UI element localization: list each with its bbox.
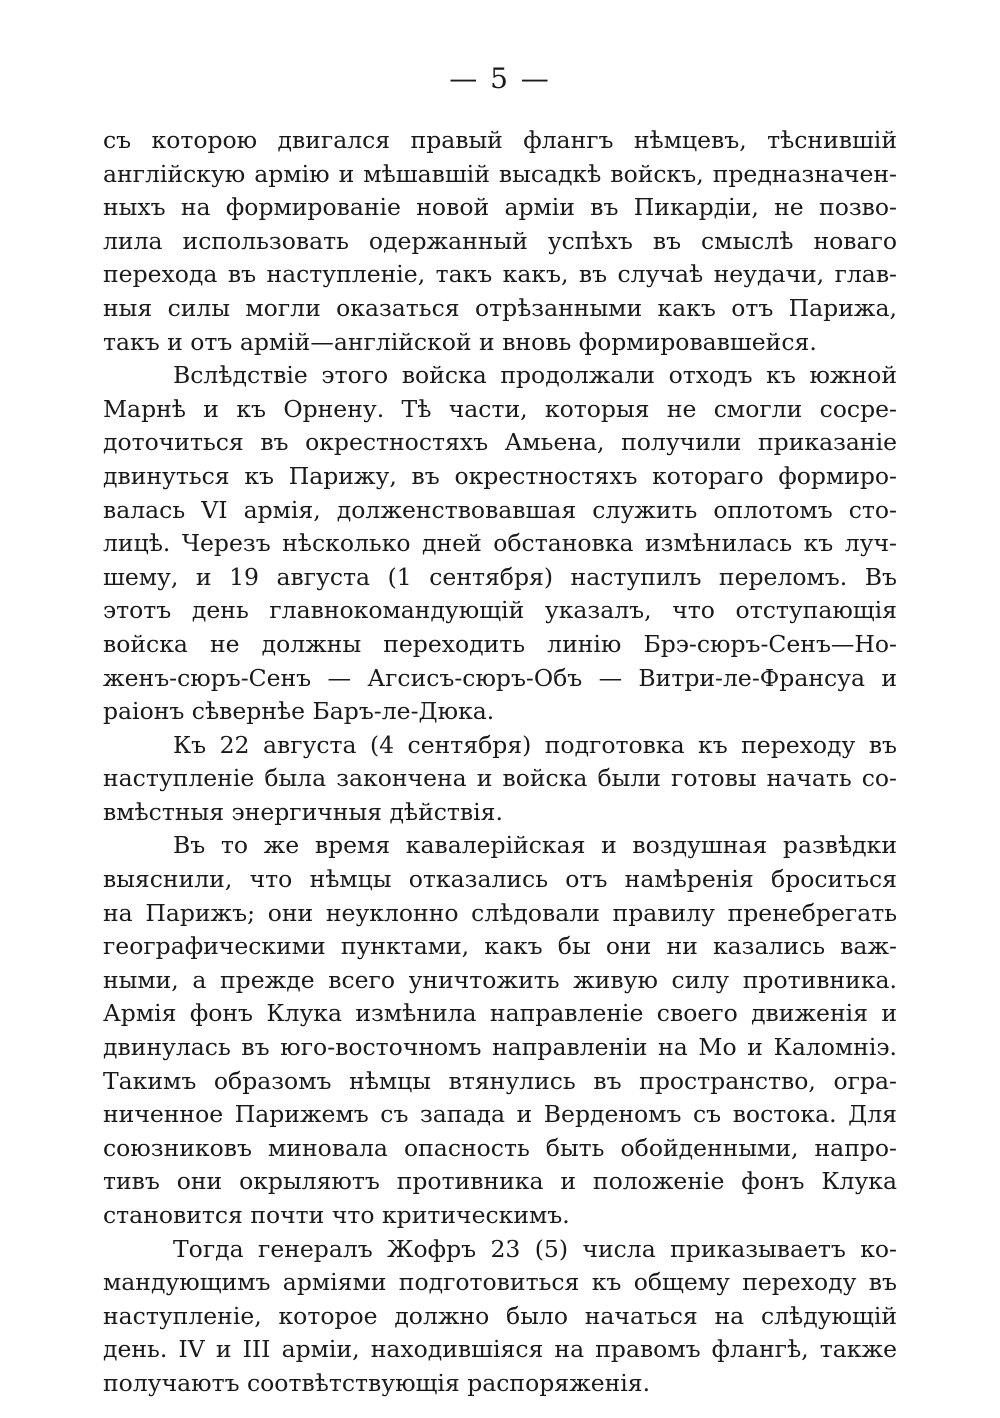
text-line: тивъ они окрыляютъ противника и положеніе фонъ Клука: [103, 1167, 897, 1196]
text-line: мандующимъ арміями подготовиться къ общему переходу въ: [103, 1268, 897, 1297]
text-line: на Парижъ; они неуклонно слѣдовали правилу пренебрегать: [103, 898, 897, 927]
text-line: англійскую армію и мѣшавшій высадкѣ войскъ, предназначен-: [103, 159, 897, 188]
text-line: валась VI армія, долженствовавшая служить оплотомъ сто-: [103, 495, 897, 524]
paragraph: [103, 359, 897, 729]
paragraph: [103, 729, 897, 830]
text-line: раіонъ сѣвернѣе Баръ-ле-Дюка.: [103, 697, 495, 726]
text-line: съ которою двигался правый флангъ нѣмцевъ, тѣснившій: [103, 126, 897, 154]
text-line: Вслѣдствіе этого войска продолжали отходъ къ южной: [173, 361, 897, 390]
page-number: — 5 —: [449, 62, 551, 95]
text-line: такъ и отъ армій—англійской и вновь формировавшейся.: [103, 327, 817, 356]
text-line: вмѣстныя энергичныя дѣйствія.: [103, 797, 503, 826]
text-line: становится почти что критическимъ.: [103, 1201, 570, 1229]
text-line: Армія фонъ Клука измѣнила направленіе своего движенія и: [103, 999, 897, 1028]
text-line: лицѣ. Черезъ нѣсколько дней обстановка измѣнилась къ луч-: [103, 529, 897, 558]
text-line: Къ 22 августа (4 сентября) подготовка къ переходу въ: [173, 730, 897, 759]
text-line: перехода въ наступленіе, такъ какъ, въ случаѣ неудачи, глав-: [103, 260, 897, 289]
text-line: Тогда генералъ Жофръ 23 (5) числа приказываетъ ко-: [173, 1234, 897, 1263]
text-line: войска не должны переходить линію Брэ-сюръ-Сенъ—Но-: [103, 629, 897, 658]
text-line: этотъ день главнокомандующій указалъ, что отступающія: [103, 596, 897, 625]
paragraph: [103, 1233, 897, 1401]
body-text: [103, 124, 897, 1401]
paragraph: [103, 829, 897, 1232]
text-line: наступленіе, которое должно было начаться на слѣдующій: [103, 1301, 897, 1330]
text-line: двинуться къ Парижу, въ окрестностяхъ котораго формиро-: [103, 461, 897, 490]
text-line: ныхъ на формированіе новой арміи въ Пикардіи, не позво-: [103, 193, 897, 222]
text-line: географическими пунктами, какъ бы они ни казались важ-: [103, 932, 897, 961]
text-line: Въ то же время кавалерійская и воздушная развѣдки: [173, 831, 897, 860]
text-line: Такимъ образомъ нѣмцы втянулись въ пространство, огра-: [103, 1066, 897, 1095]
text-line: двинулась въ юго-восточномъ направленіи на Мо и Каломніэ.: [103, 1033, 897, 1062]
text-line: доточиться въ окрестностяхъ Амьена, получили приказаніе: [103, 428, 897, 457]
text-line: ниченное Парижемъ съ запада и Верденомъ съ востока. Для: [103, 1100, 897, 1129]
text-line: выяснили, что нѣмцы отказались отъ намѣренія броситься: [103, 865, 897, 894]
text-line: ныя силы могли оказаться отрѣзанными какъ отъ Парижа,: [103, 293, 897, 322]
text-line: Марнѣ и къ Орнену. Тѣ части, которыя не смогли сосре-: [103, 394, 897, 423]
text-line: день. IV и III арміи, находившіяся на правомъ флангѣ, также: [103, 1335, 897, 1364]
text-line: шему, и 19 августа (1 сентября) наступилъ переломъ. Въ: [103, 562, 897, 591]
text-line: получаютъ соотвѣтствующія распоряженія.: [103, 1368, 651, 1397]
text-line: союзниковъ миновала опасность быть обойденными, напро-: [103, 1133, 897, 1162]
text-line: женъ-сюръ-Сенъ — Агсисъ-сюръ-Объ — Витри-ле-Франсуа и: [103, 663, 897, 692]
text-line: наступленіе была закончена и войска были готовы начать со-: [103, 764, 897, 793]
paragraph: [103, 124, 897, 359]
text-line: ными, а прежде всего уничтожить живую силу противника.: [103, 965, 897, 994]
text-line: лила использовать одержанный успѣхъ въ смыслѣ новаго: [103, 226, 897, 255]
